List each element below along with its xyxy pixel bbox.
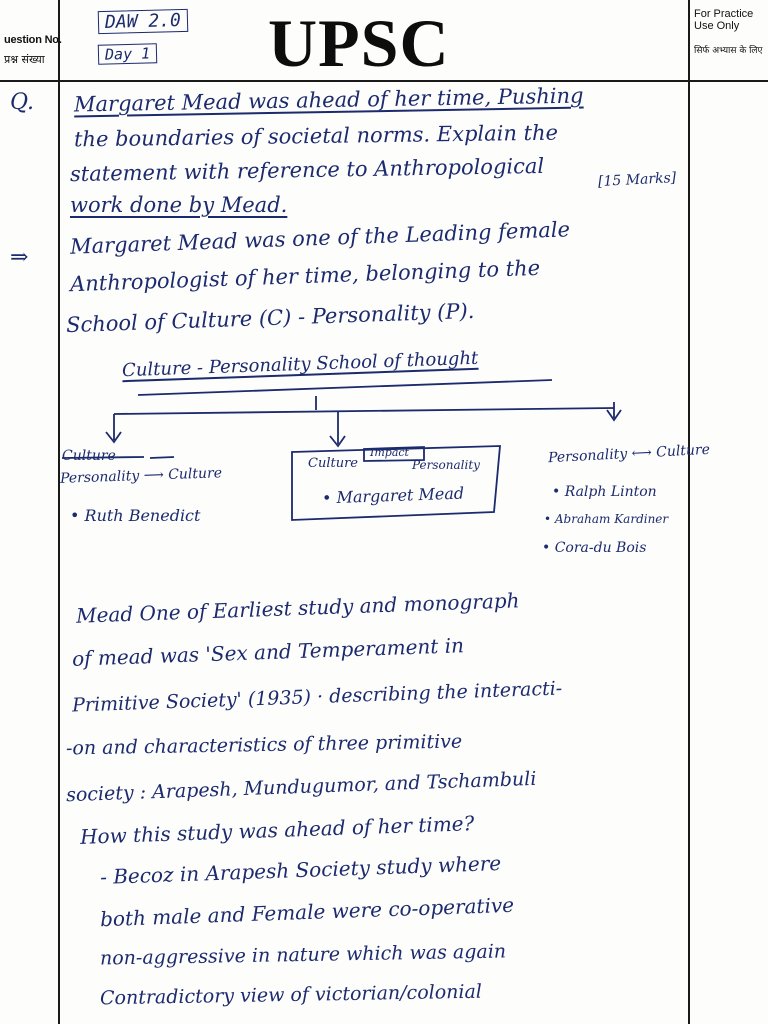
question-marks: [15 Marks] bbox=[597, 169, 677, 191]
answer-body-2: of mead was 'Sex and Temperament in bbox=[71, 633, 465, 671]
margin-rule-right bbox=[688, 0, 690, 1024]
question-line-3: statement with reference to Anthropological bbox=[69, 153, 545, 187]
answer-intro-2: Anthropologist of her time, belonging to the bbox=[69, 255, 541, 297]
diagram-left-struck: Culture bbox=[62, 448, 116, 464]
diagram-left-item: • Ruth Benedict bbox=[70, 506, 201, 525]
answer-body-4: -on and characteristics of three primitive bbox=[65, 730, 463, 760]
branch-center-arrowhead bbox=[330, 436, 345, 446]
question-line-2: the boundaries of societal norms. Explain the bbox=[73, 120, 559, 152]
branch-line bbox=[114, 408, 614, 414]
question-line-1: Margaret Mead was ahead of her time, Pushing bbox=[73, 83, 584, 117]
diagram-left-head: Personality ⟶ Culture bbox=[59, 465, 223, 487]
branch-left-arrowhead bbox=[106, 432, 121, 442]
tag-day: Day 1 bbox=[98, 43, 158, 65]
diagram-right-item-3: • Cora-du Bois bbox=[542, 540, 647, 556]
diagram-right-item-2: • Abraham Kardiner bbox=[544, 512, 669, 526]
answer-body-1: Mead One of Earliest study and monograph bbox=[75, 588, 520, 628]
diagram-center-item: • Margaret Mead bbox=[321, 483, 465, 508]
left-head-arrow bbox=[150, 457, 174, 458]
practice-label: For Practice Use Only bbox=[694, 8, 754, 32]
question-marker: Q. bbox=[10, 90, 34, 115]
diagram-center-head: Culture bbox=[308, 456, 358, 471]
practice-label-hindi: सिर्फ अभ्यास के लिए bbox=[694, 46, 763, 56]
answer-body-3: Primitive Society' (1935) · describing the interacti- bbox=[71, 677, 563, 717]
answer-body-9: non-aggressive in nature which was again bbox=[99, 940, 507, 970]
answer-intro-3: School of Culture (C) - Personality (P). bbox=[65, 298, 475, 338]
question-line-4: work done by Mead. bbox=[70, 193, 288, 217]
brand-title: UPSC bbox=[268, 5, 450, 81]
answer-intro-1: Margaret Mead was one of the Leading female bbox=[69, 217, 571, 259]
diagram-center-tail: Personality bbox=[412, 458, 480, 472]
diagram-title: Culture - Personality School of thought bbox=[121, 347, 479, 382]
answer-arrow-icon: ⇒ bbox=[10, 245, 29, 270]
question-number-label-hindi: प्रश्न संख्या bbox=[4, 53, 45, 66]
answer-body-8: both male and Female were co-operative bbox=[99, 892, 515, 932]
diagram-right-head: Personality ⟷ Culture bbox=[547, 441, 711, 467]
diagram-center-impact: Impact bbox=[370, 446, 409, 459]
tag-daw: DAW 2.0 bbox=[98, 9, 188, 34]
answer-body-10: Contradictory view of victorian/colonial bbox=[99, 980, 483, 1010]
margin-rule-left bbox=[58, 0, 60, 1024]
question-number-label: uestion No. bbox=[4, 34, 62, 46]
branch-right-arrowhead bbox=[607, 410, 621, 420]
answer-body-6: How this study was ahead of her time? bbox=[79, 811, 475, 849]
diagram-right-item-1: • Ralph Linton bbox=[552, 484, 657, 500]
title-underline bbox=[138, 380, 552, 395]
answer-body-5: society : Arapesh, Mundugumor, and Tschambuli bbox=[65, 767, 537, 807]
answer-body-7: - Becoz in Arapesh Society study where bbox=[99, 851, 502, 889]
